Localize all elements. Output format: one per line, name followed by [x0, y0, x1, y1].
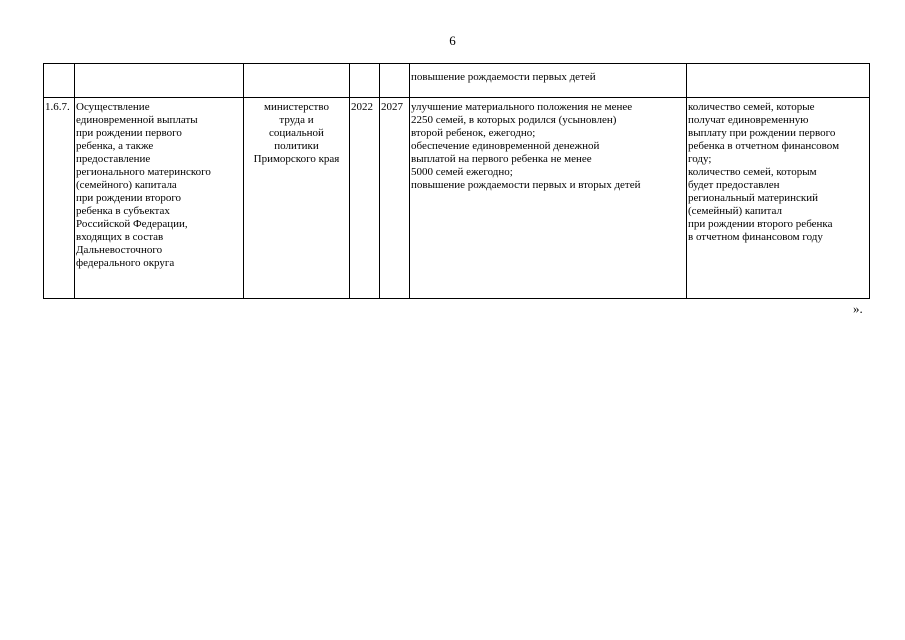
cell-number — [44, 64, 75, 98]
cell-end-year: 2027 — [380, 98, 410, 299]
closing-quote: ». — [853, 301, 863, 316]
cell-start-year: 2022 — [350, 98, 380, 299]
continuation-row — [44, 64, 870, 98]
cell-indicator — [687, 64, 870, 98]
cell-start-year — [350, 64, 380, 98]
cell-measure-name — [75, 64, 244, 98]
page-number: 6 — [449, 33, 456, 48]
cell-indicator: количество семей, которые получат единовременную выплату при рождении первого ребенка в отчетном финансовом году; количество семей, которым будет предоставлен региональный материнский (семейный) капитал при рождении второго ребенка в отчетном финансовом году — [687, 98, 870, 299]
cell-agency — [244, 64, 350, 98]
program-table — [43, 63, 870, 299]
cell-measure-name: Осуществление единовременной выплаты при рождении первого ребенка, а также предоставление регионального материнского (семейного) капитала при рождении второго ребенка в субъектах Российской Федерации, входящих в состав Дальневосточного федерального округа — [75, 98, 244, 299]
cell-agency: министерство труда и социальной политики Приморского края — [244, 98, 350, 299]
cell-expected-result: улучшение материального положения не менее 2250 семей, в которых родился (усыновлен) второй ребенок, ежегодно; обеспечение единовременной денежной выплатой на первого ребенка не менее 5000 семей ежегодно; повышение рождаемости первых и вторых детей — [410, 98, 687, 299]
cell-end-year — [380, 64, 410, 98]
cell-number: 1.6.7. — [44, 98, 75, 299]
cell-expected-result: повышение рождаемости первых детей — [410, 64, 687, 98]
table-row — [44, 98, 870, 299]
